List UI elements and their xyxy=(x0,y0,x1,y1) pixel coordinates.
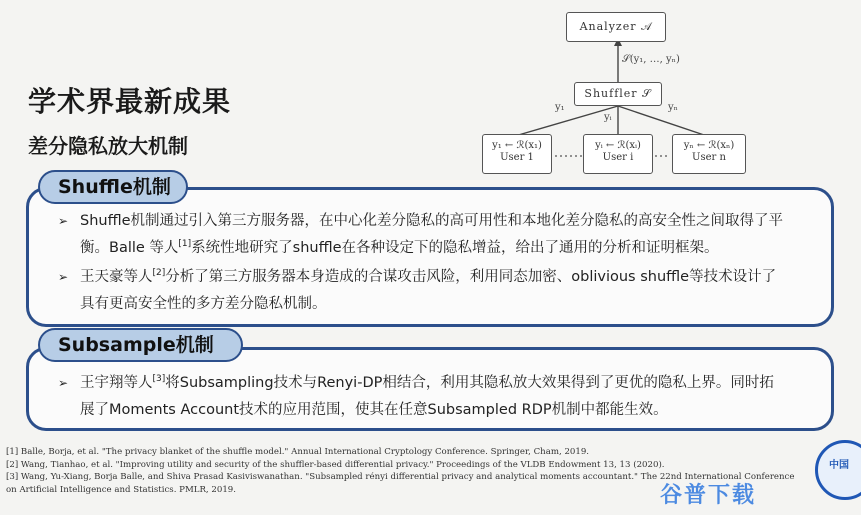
edge-label-mid: yᵢ xyxy=(604,112,612,123)
user1-randomizer: y₁ ← ℛ(x₁) xyxy=(492,140,542,151)
edge-label-right: yₙ xyxy=(668,102,678,113)
subsample-section-title: Subsample机制 xyxy=(38,328,243,362)
shuffle-model-diagram xyxy=(470,6,770,181)
shuffle-output-label: 𝒮(y₁, …, yₙ) xyxy=(622,54,680,65)
shuffle-bullet-1-line-2a: 衡。Balle 等人 xyxy=(80,240,179,256)
useri-randomizer: yᵢ ← ℛ(xᵢ) xyxy=(595,140,641,151)
subsample-bullet-1 xyxy=(58,370,830,424)
reference-marker-2: [2] xyxy=(152,268,166,279)
shuffle-bullet-2 xyxy=(58,264,830,318)
reference-3-cont: on Artificial Intelligence and Statistics. PMLR, 2019. xyxy=(6,484,237,495)
reference-marker-1: [1] xyxy=(178,239,192,250)
shuffle-bullet-2-line-2: 具有更高安全性的多方差分隐私机制。 xyxy=(80,296,327,312)
subsample-bullet-1-line-2: 展了Moments Account技术的应用范围，使其在任意Subsampled RDP机制中都能生效。 xyxy=(80,402,668,418)
user1-label: User 1 xyxy=(500,152,534,163)
watermark: 谷普下载 xyxy=(660,483,757,508)
analyzer-box xyxy=(566,12,666,42)
shuffle-bullet-1-line-2b: 系统性地研究了shuffle在各种设定下的隐私增益，给出了通用的分析和证明框架。 xyxy=(191,240,719,256)
shuffle-bullet-2-line-1a: 王天豪等人 xyxy=(80,269,153,285)
shuffle-bullet-2-line-1b: 分析了第三方服务器本身造成的合谋攻击风险，利用同态加密、oblivious shuffle等技术设计了 xyxy=(165,269,777,285)
usern-box xyxy=(672,134,746,174)
reference-2: [2] Wang, Tianhao, et al. "Improving utility and security of the shuffler-based differential privacy." Proceedings of the VLDB Endowment 13, 13 (2020). xyxy=(6,459,665,470)
logo-text: 中国 xyxy=(829,460,849,471)
useri-box xyxy=(583,134,653,174)
bullet-arrow-icon: ➢ xyxy=(58,270,69,284)
shuffle-bullet-1 xyxy=(58,208,830,262)
shuffle-bullet-1-line-1: Shuffle机制通过引入第三方服务器，在中心化差分隐私的高可用性和本地化差分隐私的高安全性之间取得了平 xyxy=(80,213,784,229)
usern-randomizer: yₙ ← ℛ(xₙ) xyxy=(683,140,735,151)
shuffler-box xyxy=(574,82,662,106)
reference-3: [3] Wang, Yu-Xiang, Borja Balle, and Shiva Prasad Kasiviswanathan. "Subsampled rényi differential privacy and analytical moments accountant." The 22nd International Conference xyxy=(6,472,795,482)
edge-label-left: y₁ xyxy=(555,102,565,113)
slide-title: 学术界最新成果 xyxy=(28,85,232,118)
reference-marker-3: [3] xyxy=(152,374,166,385)
edge-usern xyxy=(618,106,707,136)
slide-subtitle: 差分隐私放大机制 xyxy=(28,134,188,158)
subsample-bullet-1-line-1a: 王宇翔等人 xyxy=(80,375,153,391)
bullet-arrow-icon: ➢ xyxy=(58,376,69,390)
shuffler-label: Shuffler 𝒮 xyxy=(584,87,652,100)
shuffle-section-title: Shuffle机制 xyxy=(38,170,188,204)
user1-box xyxy=(482,134,552,174)
reference-1: [1] Balle, Borja, et al. "The privacy blanket of the shuffle model." Annual International Cryptology Conference. Springer, Cham, 2019. xyxy=(6,447,590,457)
edge-user1 xyxy=(515,106,618,136)
bullet-arrow-icon: ➢ xyxy=(58,214,69,228)
subsample-bullet-1-line-1b: 将Subsampling技术与Renyi-DP相结合，利用其隐私放大效果得到了更优的隐私上界。同时拓 xyxy=(165,375,774,391)
useri-label: User i xyxy=(602,152,634,163)
usern-label: User n xyxy=(692,152,726,163)
analyzer-label: Analyzer 𝒜 xyxy=(579,20,653,33)
